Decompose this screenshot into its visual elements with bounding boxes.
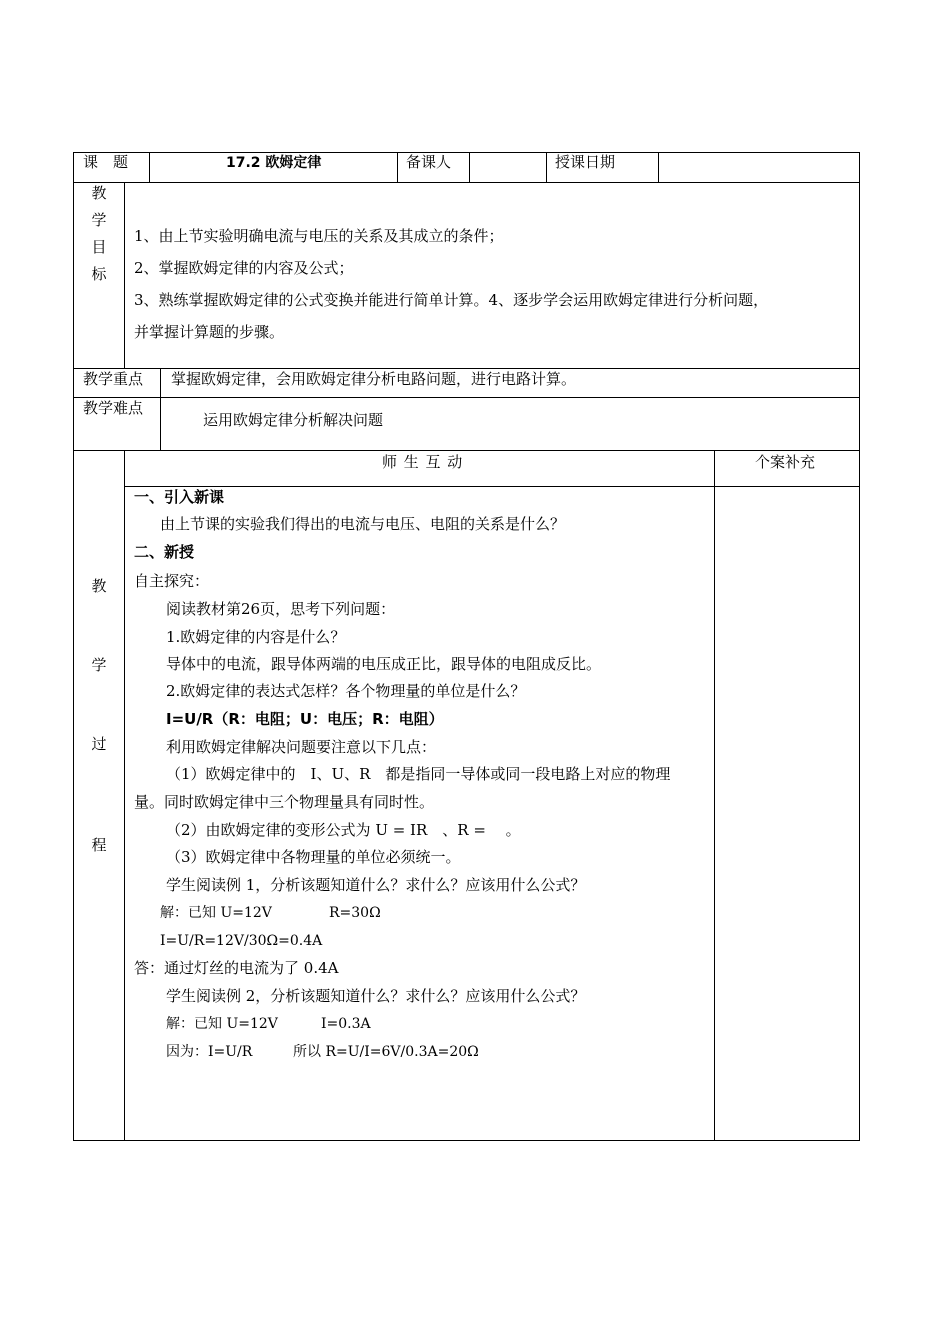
difficulties-text: 运用欧姆定律分析解决问题 <box>203 411 384 429</box>
row-divider <box>73 450 860 451</box>
process-line: 量。同时欧姆定律中三个物理量具有同时性。 <box>134 793 435 811</box>
table-border-right <box>859 152 860 1141</box>
objective-item: 3、熟练掌握欧姆定律的公式变换并能进行简单计算。4、逐步学会运用欧姆定律进行分析问题， <box>134 291 769 309</box>
process-line: （2）由欧姆定律的变形公式为 U = IR 、R = 。 <box>166 821 521 839</box>
difficulties-label: 教学难点 <box>83 399 144 417</box>
process-line: 解：已知 U=12V <box>166 1016 278 1032</box>
interaction-column-header: 师 生 互 动 <box>382 453 464 471</box>
process-label-char: 程 <box>91 836 107 854</box>
row-divider <box>73 182 860 183</box>
process-line: 利用欧姆定律解决问题要注意以下几点： <box>166 738 437 756</box>
col-divider <box>397 152 398 183</box>
objective-item: 2、掌握欧姆定律的内容及公式； <box>134 259 354 277</box>
objectives-label-char: 标 <box>91 265 107 283</box>
process-line: 学生阅读例 2，分析该题知道什么？求什么？应该用什么公式？ <box>166 987 586 1005</box>
col-divider <box>149 152 150 183</box>
table-border-left <box>73 152 74 1141</box>
process-line: 由上节课的实验我们得出的电流与电压、电阻的关系是什么？ <box>160 515 566 533</box>
process-label-char: 教 <box>91 577 107 595</box>
process-line: I=0.3A <box>321 1016 371 1032</box>
process-line: 阅读教材第26页，思考下列问题： <box>166 600 396 618</box>
objective-item: 1、由上节实验明确电流与电压的关系及其成立的条件； <box>134 227 504 245</box>
col-divider <box>658 152 659 183</box>
objective-item: 并掌握计算题的步骤。 <box>134 323 285 341</box>
process-line: 因为：I=U/R <box>166 1044 253 1060</box>
section-heading: 二、新授 <box>134 543 195 561</box>
col-divider <box>124 182 125 369</box>
col-divider <box>546 152 547 183</box>
objectives-label-char: 学 <box>91 211 107 229</box>
topic-label: 课 题 <box>83 153 129 171</box>
objectives-label-char: 教 <box>91 184 107 202</box>
process-line: 导体中的电流，跟导体两端的电压成正比，跟导体的电阻成反比。 <box>166 655 602 673</box>
process-line: 所以 R=U/I=6V/0.3A=20Ω <box>293 1044 479 1060</box>
supplement-column-header: 个案补充 <box>755 453 816 471</box>
preparer-label: 备课人 <box>406 153 452 171</box>
section-heading: 一、引入新课 <box>134 488 225 506</box>
date-label: 授课日期 <box>555 153 616 171</box>
col-divider <box>714 450 715 1141</box>
objectives-label-char: 目 <box>91 238 107 256</box>
process-line: 1.欧姆定律的内容是什么？ <box>166 628 346 646</box>
key-points-label: 教学重点 <box>83 370 144 388</box>
process-line: （1）欧姆定律中的 I、U、R 都是指同一导体或同一段电路上对应的物理 <box>166 765 671 783</box>
row-divider <box>73 397 860 398</box>
process-line: I=U/R=12V/30Ω=0.4A <box>160 933 323 949</box>
process-line: 解：已知 U=12V <box>160 905 272 921</box>
process-line: 2.欧姆定律的表达式怎样？各个物理量的单位是什么？ <box>166 682 526 700</box>
process-label-char: 学 <box>91 656 107 674</box>
col-divider <box>160 368 161 398</box>
process-line: 学生阅读例 1，分析该题知道什么？求什么？应该用什么公式？ <box>166 876 586 894</box>
key-points-text: 掌握欧姆定律，会用欧姆定律分析电路问题，进行电路计算。 <box>171 370 577 388</box>
topic-value: 17.2 欧姆定律 <box>226 155 322 171</box>
process-label-char: 过 <box>91 735 107 753</box>
process-line: 答：通过灯丝的电流为了 0.4A <box>134 959 339 977</box>
table-border-top <box>73 152 860 153</box>
formula-line: I=U/R（R：电阻；U：电压；R：电阻） <box>166 710 444 728</box>
process-line: （3）欧姆定律中各物理量的单位必须统一。 <box>166 848 461 866</box>
col-divider <box>469 152 470 183</box>
col-divider <box>160 397 161 451</box>
table-border-bottom <box>73 1140 860 1141</box>
row-divider <box>124 486 860 487</box>
col-divider <box>124 450 125 1141</box>
process-line: R=30Ω <box>329 905 381 921</box>
process-line: 自主探究： <box>134 572 210 590</box>
